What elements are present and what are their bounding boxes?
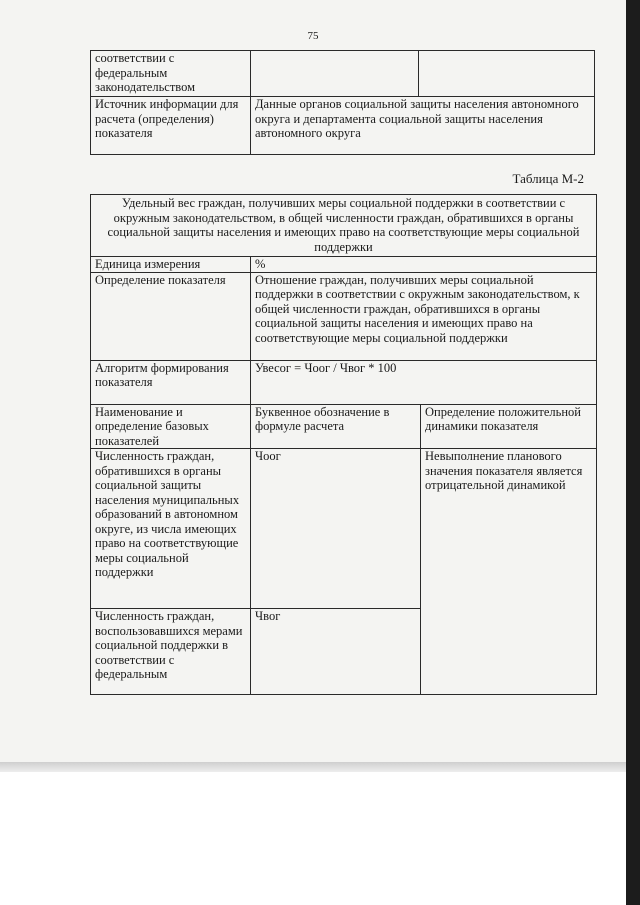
info-source-label: Источник информации для расчета (определения) показателя: [91, 97, 251, 155]
definition-label: Определение показателя: [91, 272, 251, 360]
unit-label: Единица измерения: [91, 257, 251, 273]
table-row: [91, 257, 597, 273]
base-indicator-name: Численность граждан, обратившихся в органы социальной защиты населения муниципальных образований в автономном округе, из числа имеющих право на соответствующие меры социальной поддержки: [91, 449, 251, 609]
base-indicator-symbol: Чвог: [251, 609, 421, 695]
algorithm-label: Алгоритм формирования показателя: [91, 360, 251, 404]
column-header: Определение положительной динамики показателя: [421, 404, 597, 449]
base-indicator-symbol: Чоог: [251, 449, 421, 609]
definition-value: Отношение граждан, получивших меры социальной поддержки в соответствии с окружным законодательством, к общей численности граждан, обратившихся в органы социальной защиты населения и имеющих право на соответствующие меры социальной поддержки: [251, 272, 597, 360]
info-source-value: Данные органов социальной защиты населения автономного округа и департамента социальной защиты населения автономного округа: [251, 97, 595, 155]
indicator-title: Удельный вес граждан, получивших меры социальной поддержки в соответствии с окружным законодательством, в общей численности граждан, обратившихся в органы социальной защиты населения и имеющих право на соответствующие меры социальной поддержки: [91, 195, 597, 257]
unit-value: %: [251, 257, 597, 273]
indicator-table: [90, 194, 597, 695]
table-row: [91, 195, 597, 257]
table-row: [91, 404, 597, 449]
table-row: [91, 51, 595, 97]
table-row: [91, 272, 597, 360]
table-row: [91, 449, 597, 609]
positive-dynamics: Невыполнение планового значения показателя является отрицательной динамикой: [421, 449, 597, 695]
table-cell: [251, 51, 419, 97]
page-number: 75: [307, 30, 319, 42]
table-row: [91, 97, 595, 155]
table-cell: [419, 51, 595, 97]
column-header: Наименование и определение базовых показателей: [91, 404, 251, 449]
page-bottom-edge: [0, 762, 640, 772]
base-indicator-name: Численность граждан, воспользовавшихся мерами социальной поддержки в соответствии с федеральным: [91, 609, 251, 695]
table-caption: Таблица М-2: [512, 171, 584, 186]
scan-border: [626, 0, 640, 905]
column-header: Буквенное обозначение в формуле расчета: [251, 404, 421, 449]
table-row: [91, 360, 597, 404]
table-cell: соответствии с федеральным законодательством: [91, 51, 251, 97]
continued-table: [90, 50, 595, 155]
algorithm-formula: Увесог = Чоог / Чвог * 100: [251, 360, 597, 404]
